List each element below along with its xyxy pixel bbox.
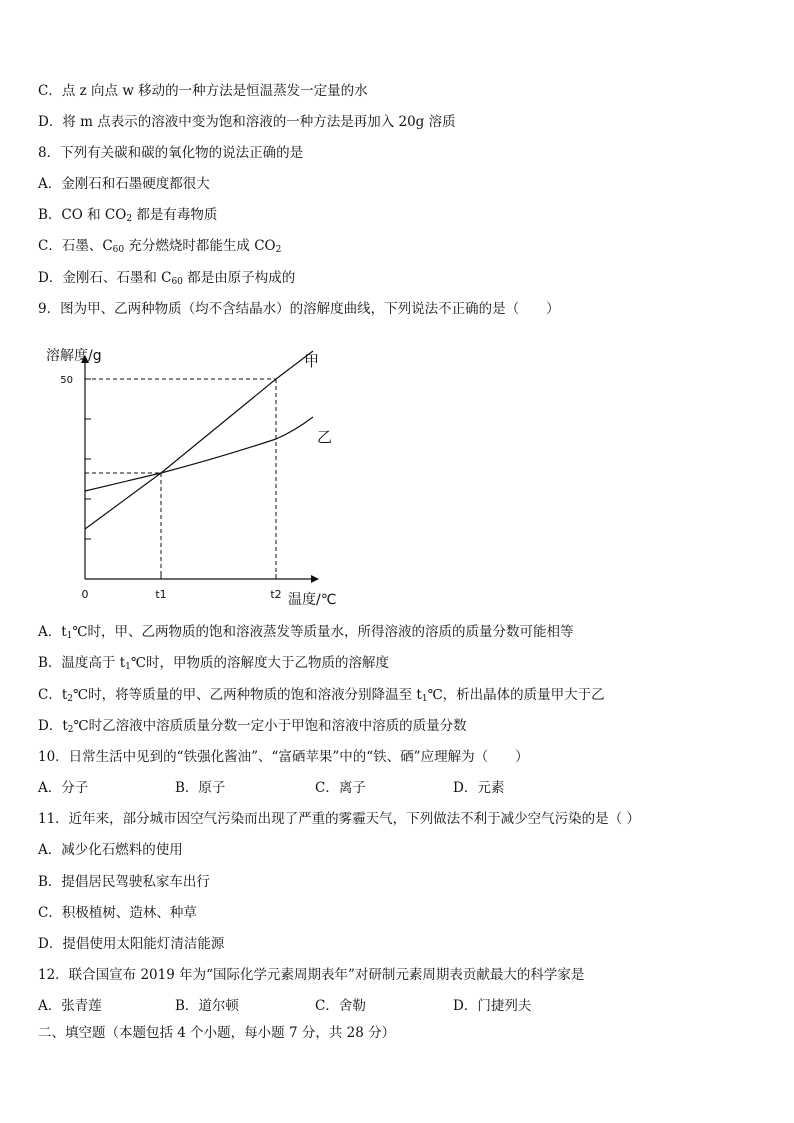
- chart-labels: [46, 347, 336, 608]
- q10-options: [38, 779, 598, 797]
- x-tick-label-t1: t1: [155, 588, 167, 601]
- series-yi-label: 乙: [317, 428, 333, 446]
- origin-label: 0: [81, 588, 89, 601]
- x-axis-label: 温度/℃: [288, 592, 337, 608]
- y-axis-label: 溶解度/g: [46, 348, 102, 364]
- q10-option-a: A．分子: [38, 780, 89, 796]
- section-2-title: 二、填空题（本题包括 4 个小题，每小题 7 分，共 28 分）: [38, 1025, 396, 1041]
- q7-option-c: C．点 z 向点 w 移动的一种方法是恒温蒸发一定量的水: [38, 83, 368, 99]
- q11-option-d: D．提倡使用太阳能灯清洁能源: [38, 936, 225, 952]
- q9-stem: 9．图为甲、乙两种物质（均不含结晶水）的溶解度曲线，下列说法不正确的是（ ）: [38, 301, 560, 317]
- q10-option-c: C．离子: [315, 780, 366, 796]
- q12-options: [38, 997, 598, 1015]
- q11-option-a: A．减少化石燃料的使用: [38, 842, 183, 858]
- q9-option-b: B．温度高于 $t_1℃$时，甲物质的溶解度大于乙物质的溶解度: [38, 655, 389, 672]
- q7-option-d: D．将 m 点表示的溶液中变为饱和溶液的一种方法是再加入 20g 溶质: [38, 114, 456, 130]
- q9-option-a: A．$t_1℃$时，甲、乙两物质的饱和溶液蒸发等质量水，所得溶液的溶质的质量分数可能相等: [38, 624, 574, 641]
- q10-option-d: D．元素: [453, 780, 505, 796]
- y-tick-label-50: 50: [60, 375, 73, 386]
- series-jia-line: [85, 351, 313, 529]
- q12-option-d: D．门捷列夫: [453, 998, 532, 1014]
- chart-axes: [85, 356, 318, 579]
- series-yi-line: [85, 417, 313, 491]
- q12-option-b: B．道尔顿: [175, 998, 239, 1014]
- q11-stem: 11．近年来，部分城市因空气污染而出现了严重的雾霾天气，下列做法不利于减少空气污染的是（ ）: [38, 811, 640, 827]
- series-jia-label: 甲: [304, 352, 320, 370]
- q12-stem: 12．联合国宣布 2019 年为“国际化学元素周期表年”对研制元素周期表贡献最大的科学家是: [38, 967, 585, 983]
- chart-guide-lines: [85, 379, 276, 579]
- chart-ticks: [85, 379, 276, 579]
- q9-option-c: C．$t_2℃$时，将等质量的甲、乙两种物质的饱和溶液分别降温至 $t_1℃$，析出晶体的质量甲大于乙: [38, 687, 605, 704]
- q8-stem: 8．下列有关碳和碳的氧化物的说法正确的是: [38, 145, 304, 161]
- x-tick-label-t2: t2: [270, 588, 282, 601]
- q11-option-b: B．提倡居民驾驶私家车出行: [38, 874, 210, 890]
- q10-stem: 10．日常生活中见到的“铁强化酱油”、“富硒苹果”中的“铁、硒”应理解为（ ）: [38, 749, 529, 765]
- solubility-chart: [38, 338, 338, 610]
- q8-option-c: C．石墨、$C_{60}$ 充分燃烧时都能生成 $CO_2$: [38, 238, 282, 255]
- q11-option-c: C．积极植树、造林、种草: [38, 905, 197, 921]
- q8-option-b: B．CO 和 $CO_2$ 都是有毒物质: [38, 207, 218, 224]
- q8-option-a: A．金刚石和石墨硬度都很大: [38, 176, 210, 192]
- q8-option-d: D．金刚石、石墨和 $C_{60}$ 都是由原子构成的: [38, 270, 296, 287]
- q9-option-d: D．$t_2℃$时乙溶液中溶质质量分数一定小于甲饱和溶液中溶质的质量分数: [38, 718, 467, 735]
- q10-option-b: B．原子: [175, 780, 226, 796]
- q12-option-a: A．张青莲: [38, 998, 102, 1014]
- q12-option-c: C．舍勒: [315, 998, 366, 1014]
- chart-curves: [85, 351, 313, 529]
